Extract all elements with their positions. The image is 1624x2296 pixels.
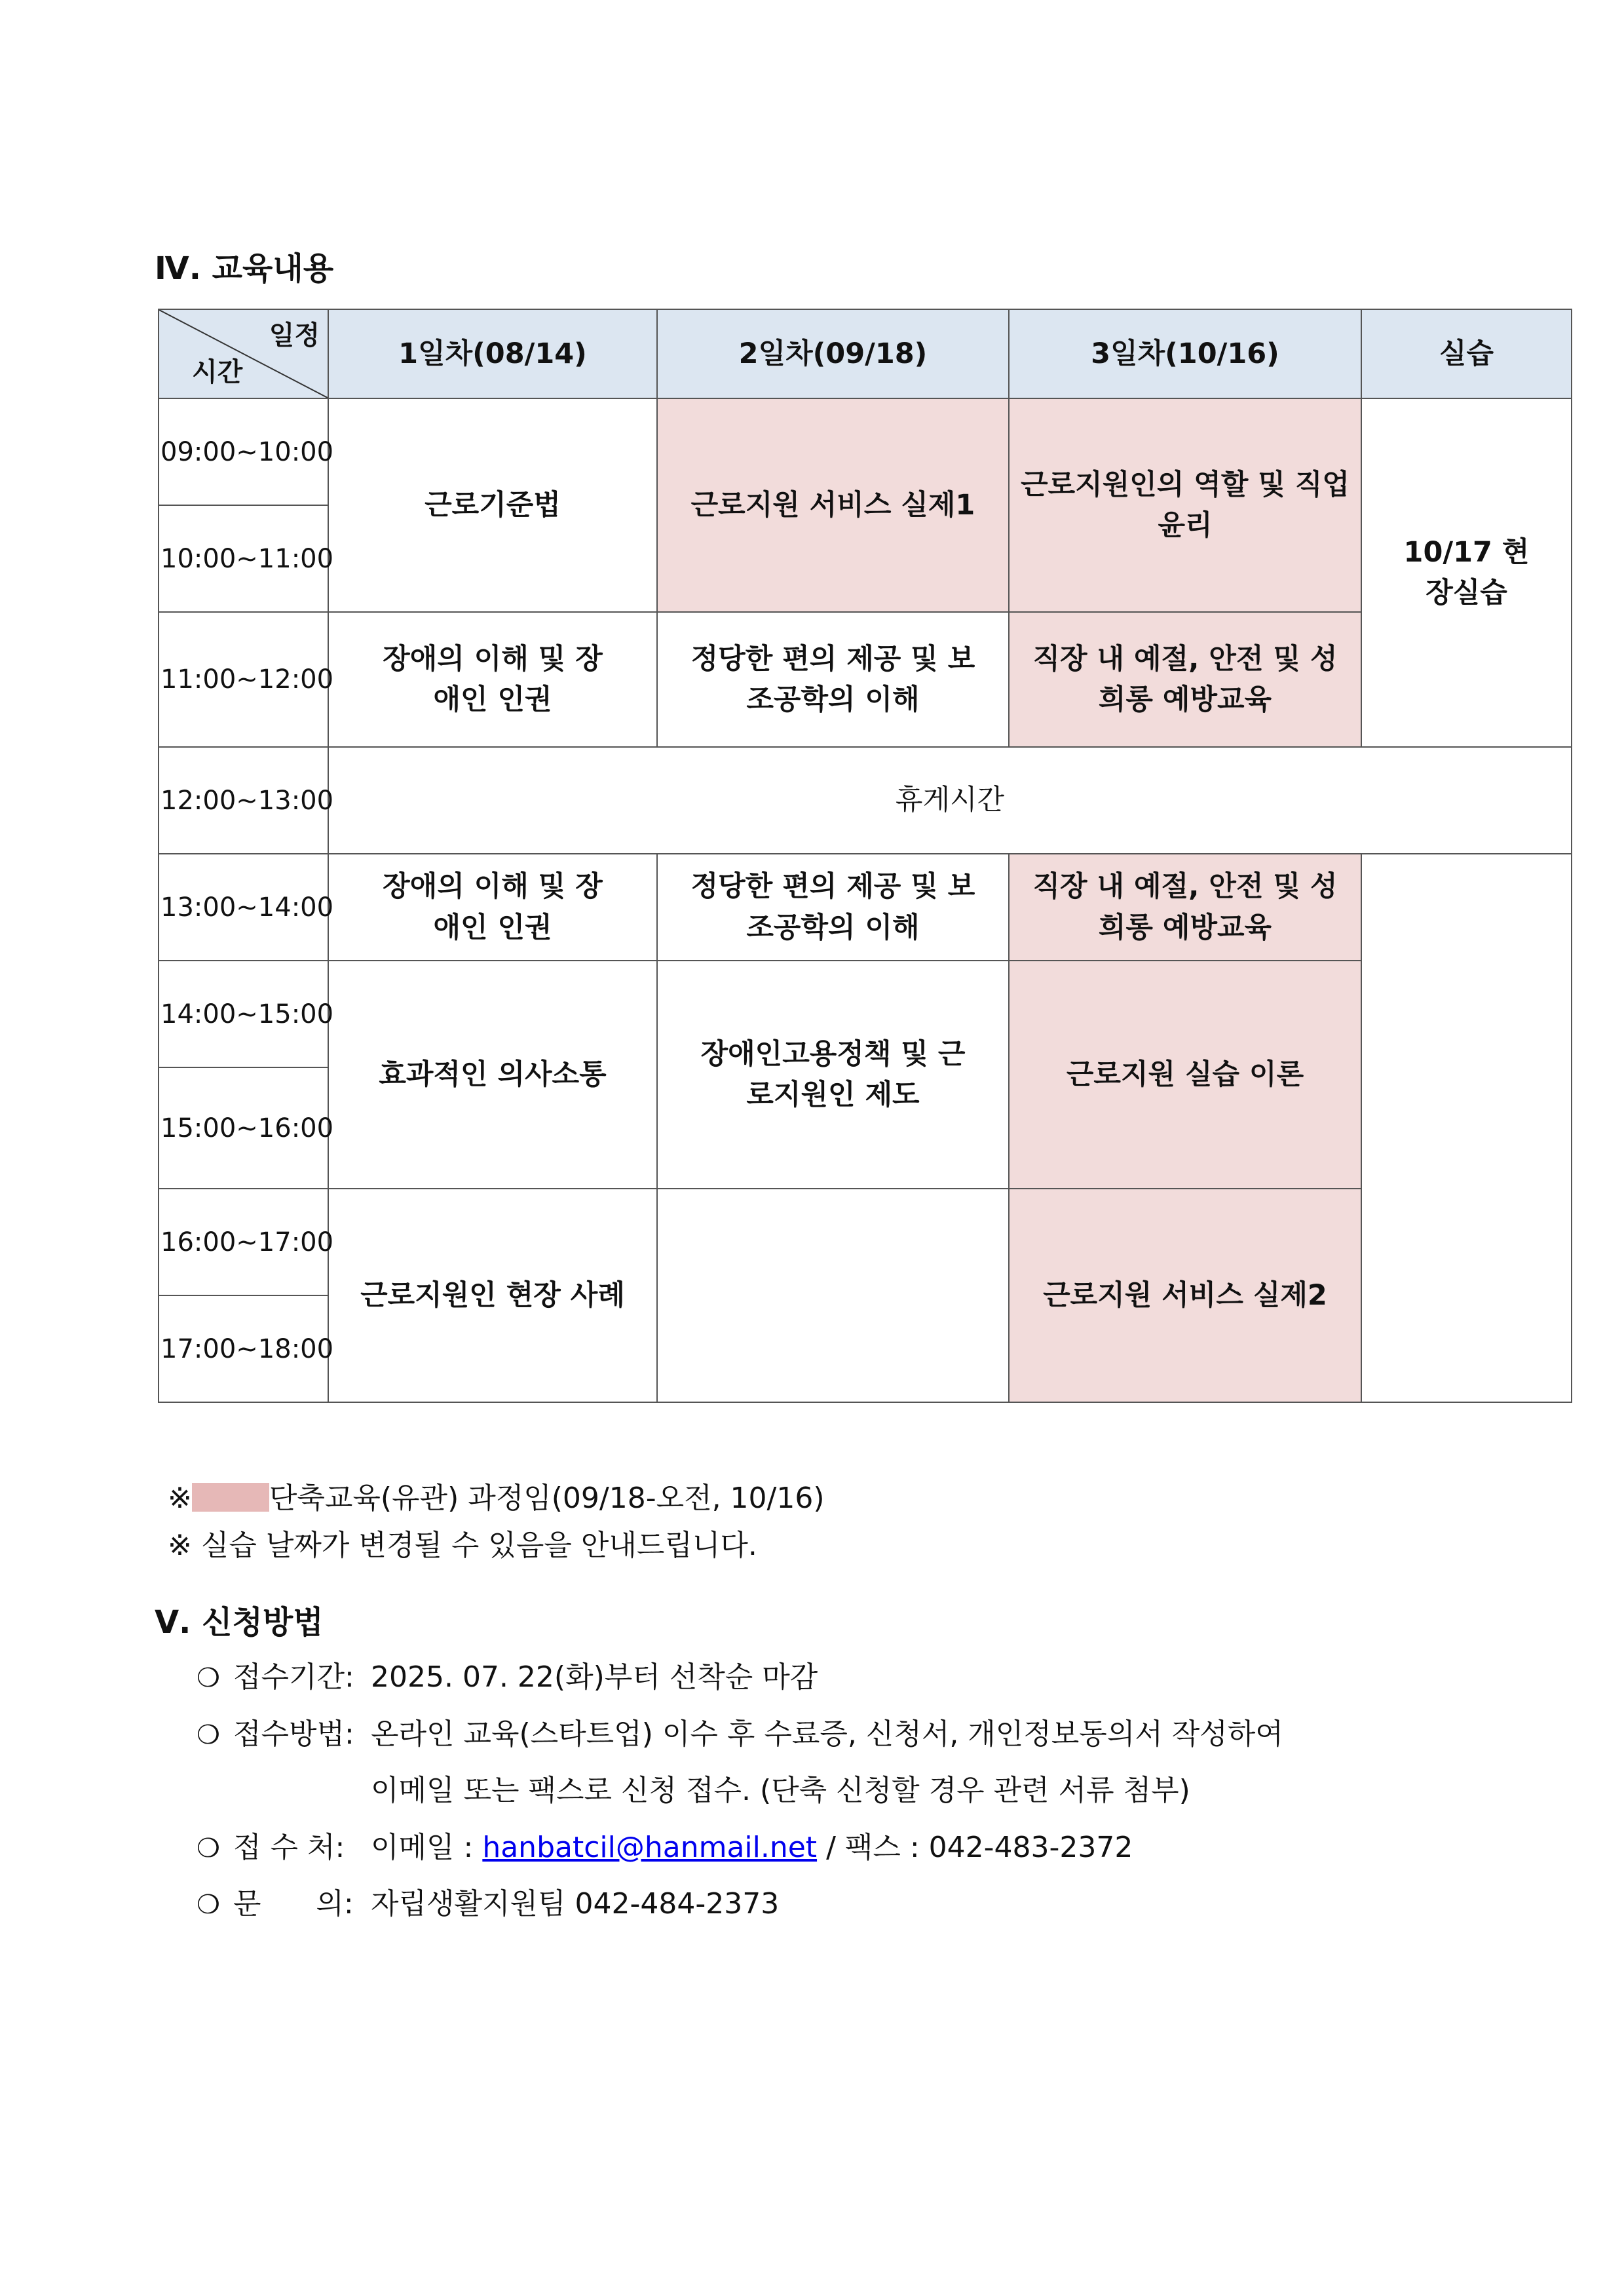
session-cell: 근로지원인 현장 사례 xyxy=(328,1189,657,1402)
time-cell: 12:00~13:00 xyxy=(159,747,328,854)
session-cell: 효과적인 의사소통 xyxy=(328,961,657,1189)
session-cell: 근로지원 서비스 실제1 xyxy=(657,398,1009,612)
header-day2: 2일차(09/18) xyxy=(657,309,1009,398)
break-cell: 휴게시간 xyxy=(328,747,1572,854)
header-day1: 1일차(08/14) xyxy=(328,309,657,398)
item-value: 이메일 또는 팩스로 신청 접수. (단축 신청할 경우 관련 서류 첨부) xyxy=(371,1774,1190,1807)
practice-cell: 10/17 현장실습 xyxy=(1361,398,1572,747)
bullet-icon: ❍ xyxy=(197,1833,220,1864)
bullet-icon: ❍ xyxy=(197,1720,220,1750)
table-row xyxy=(159,612,1572,747)
section-5-heading: Ⅴ. 신청방법 xyxy=(155,1604,324,1641)
fax-info: / 팩스 : 042-483-2372 xyxy=(826,1831,1133,1864)
note-mark: ※ xyxy=(168,1482,192,1515)
corner-label-time: 시간 xyxy=(192,357,243,387)
time-cell: 10:00~11:00 xyxy=(159,505,328,612)
session-cell: 정당한 편의 제공 및 보조공학의 이해 xyxy=(657,854,1009,961)
time-cell: 14:00~15:00 xyxy=(159,961,328,1067)
section-4-heading: Ⅳ. 교육내용 xyxy=(155,250,334,287)
date-change-note: ※ 실습 날짜가 변경될 수 있음을 안내드립니다. xyxy=(168,1529,757,1562)
time-cell: 13:00~14:00 xyxy=(159,854,328,961)
table-row xyxy=(159,854,1572,961)
corner-cell xyxy=(159,309,328,398)
table-row xyxy=(159,1189,1572,1295)
application-recipient xyxy=(197,1833,1133,1862)
session-cell-empty xyxy=(657,1189,1009,1402)
session-cell: 근로지원 실습 이론 xyxy=(1009,961,1361,1189)
session-cell: 직장 내 예절, 안전 및 성희롱 예방교육 xyxy=(1009,854,1361,961)
legend-note xyxy=(168,1483,825,1513)
table-row xyxy=(159,961,1572,1067)
item-value: 온라인 교육(스타트업) 이수 후 수료증, 신청서, 개인정보동의서 작성하여 xyxy=(371,1717,1283,1751)
time-cell: 09:00~10:00 xyxy=(159,398,328,505)
inquiry xyxy=(197,1887,780,1921)
header-row xyxy=(159,309,1572,398)
schedule-table xyxy=(158,309,1572,1403)
legend-text: 단축교육(유관) 과정임(09/18-오전, 10/16) xyxy=(269,1482,825,1515)
application-period xyxy=(197,1660,818,1694)
item-label: 접수기간: xyxy=(233,1660,354,1694)
table-row xyxy=(159,747,1572,854)
item-value: 2025. 07. 22(화)부터 선착순 마감 xyxy=(371,1660,818,1694)
session-cell: 장애의 이해 및 장애인 인권 xyxy=(328,612,657,747)
application-method xyxy=(197,1717,1283,1751)
header-day3: 3일차(10/16) xyxy=(1009,309,1361,398)
session-cell: 근로지원 서비스 실제2 xyxy=(1009,1189,1361,1402)
session-cell: 직장 내 예절, 안전 및 성희롱 예방교육 xyxy=(1009,612,1361,747)
session-cell: 장애의 이해 및 장애인 인권 xyxy=(328,854,657,961)
time-cell: 16:00~17:00 xyxy=(159,1189,328,1295)
session-cell: 근로지원인의 역할 및 직업윤리 xyxy=(1009,398,1361,612)
header-practice: 실습 xyxy=(1361,309,1572,398)
time-cell: 17:00~18:00 xyxy=(159,1295,328,1402)
legend-swatch xyxy=(192,1483,269,1512)
email-link[interactable]: hanbatcil@hanmail.net xyxy=(482,1831,818,1864)
item-label: 접수방법: xyxy=(233,1717,354,1751)
email-prefix: 이메일 : xyxy=(371,1831,474,1864)
time-cell: 11:00~12:00 xyxy=(159,612,328,747)
bullet-icon: ❍ xyxy=(197,1663,220,1693)
session-cell: 장애인고용정책 및 근로지원인 제도 xyxy=(657,961,1009,1189)
item-label: 접 수 처: xyxy=(233,1831,345,1864)
application-method-cont xyxy=(371,1776,1190,1805)
time-cell: 15:00~16:00 xyxy=(159,1067,328,1189)
practice-empty-cell xyxy=(1361,854,1572,1402)
table-row xyxy=(159,398,1572,505)
session-cell: 정당한 편의 제공 및 보조공학의 이해 xyxy=(657,612,1009,747)
session-cell: 근로기준법 xyxy=(328,398,657,612)
corner-label-schedule: 일정 xyxy=(269,320,320,351)
item-value: 자립생활지원팀 042-484-2373 xyxy=(371,1887,780,1921)
item-label: 문 의: xyxy=(233,1887,354,1921)
bullet-icon: ❍ xyxy=(197,1890,220,1920)
